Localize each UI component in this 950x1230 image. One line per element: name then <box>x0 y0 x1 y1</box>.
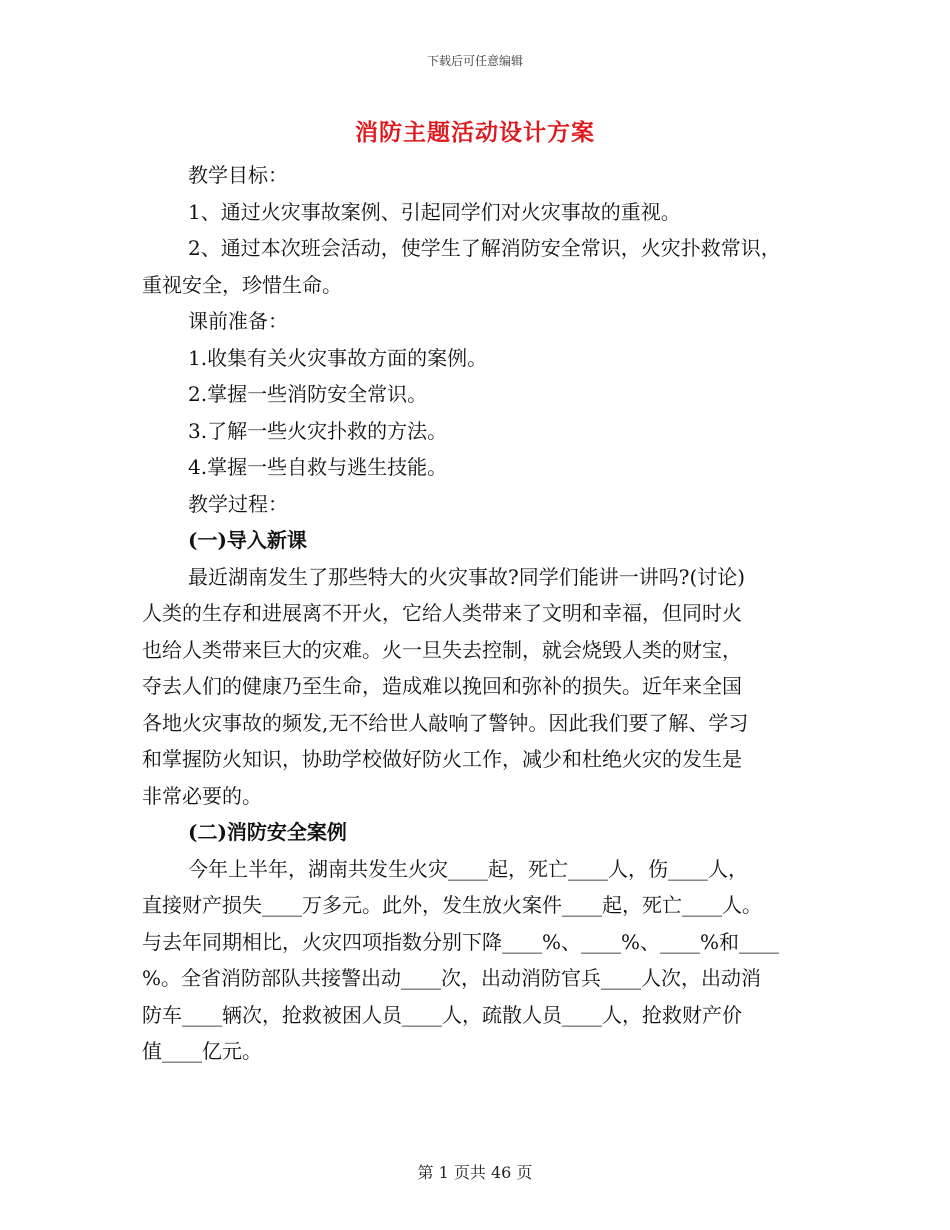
text-line: 课前准备： <box>188 309 288 333</box>
header-note: 下载后可任意编辑 <box>426 54 523 68</box>
text-line: 也给人类带来巨大的灾难。火一旦失去控制，就会烧毁人类的财宝， <box>142 637 742 662</box>
text-line: 夺去人们的健康乃至生命，造成难以挽回和弥补的损失。近年来全国 <box>142 674 742 698</box>
section-heading: (一)导入新课 <box>188 528 307 552</box>
text-line: 1.收集有关火灾事故方面的案例。 <box>188 345 488 370</box>
text-line: 教学过程： <box>188 491 288 516</box>
text-line: 值____亿元。 <box>142 1039 262 1063</box>
text-line: 防车____辆次，抢救被困人员____人，疏散人员____人，抢救财产价 <box>142 1002 742 1027</box>
text-line: %。全省消防部队共接警出动____次，出动消防官兵____人次，出动消 <box>142 966 762 990</box>
text-line: 直接财产损失____万多元。此外，发生放火案件____起，死亡____人。 <box>142 893 762 917</box>
text-line: 非常必要的。 <box>142 783 262 808</box>
text-line: 重视安全，珍惜生命。 <box>142 272 342 297</box>
text-line: 最近湖南发生了那些特大的火灾事故?同学们能讲一讲吗?(讨论) <box>188 564 746 589</box>
text-line: 今年上半年，湖南共发生火灾____起，死亡____人，伤____人， <box>188 856 748 881</box>
page-footer: 第 1 页共 46 页 <box>417 1163 533 1182</box>
text-line: 人类的生存和进展离不开火，它给人类带来了文明和幸福，但同时火 <box>142 601 742 625</box>
text-line: 各地火灾事故的频发,无不给世人敲响了警钟。因此我们要了解、学习 <box>142 710 749 735</box>
text-line: 3.了解一些火灾扑救的方法。 <box>188 418 448 443</box>
text-line: 4.掌握一些自救与逃生技能。 <box>188 455 448 479</box>
text-line: 和掌握防火知识，协助学校做好防火工作，减少和杜绝火灾的发生是 <box>142 747 742 771</box>
text-line: 2.掌握一些消防安全常识。 <box>188 382 428 406</box>
text-line: 1、通过火灾事故案例、引起同学们对火灾事故的重视。 <box>188 199 681 224</box>
document-title: 消防主题活动设计方案 <box>355 119 595 146</box>
text-line: 与去年同期相比，火灾四项指数分别下降____%、____%、____%和____ <box>142 929 780 954</box>
text-line: 2、通过本次班会活动，使学生了解消防安全常识，火灾扑救常识， <box>188 236 781 260</box>
text-line: 教学目标： <box>188 163 288 187</box>
document-body <box>142 157 822 1070</box>
section-heading: (二)消防安全案例 <box>188 820 347 844</box>
